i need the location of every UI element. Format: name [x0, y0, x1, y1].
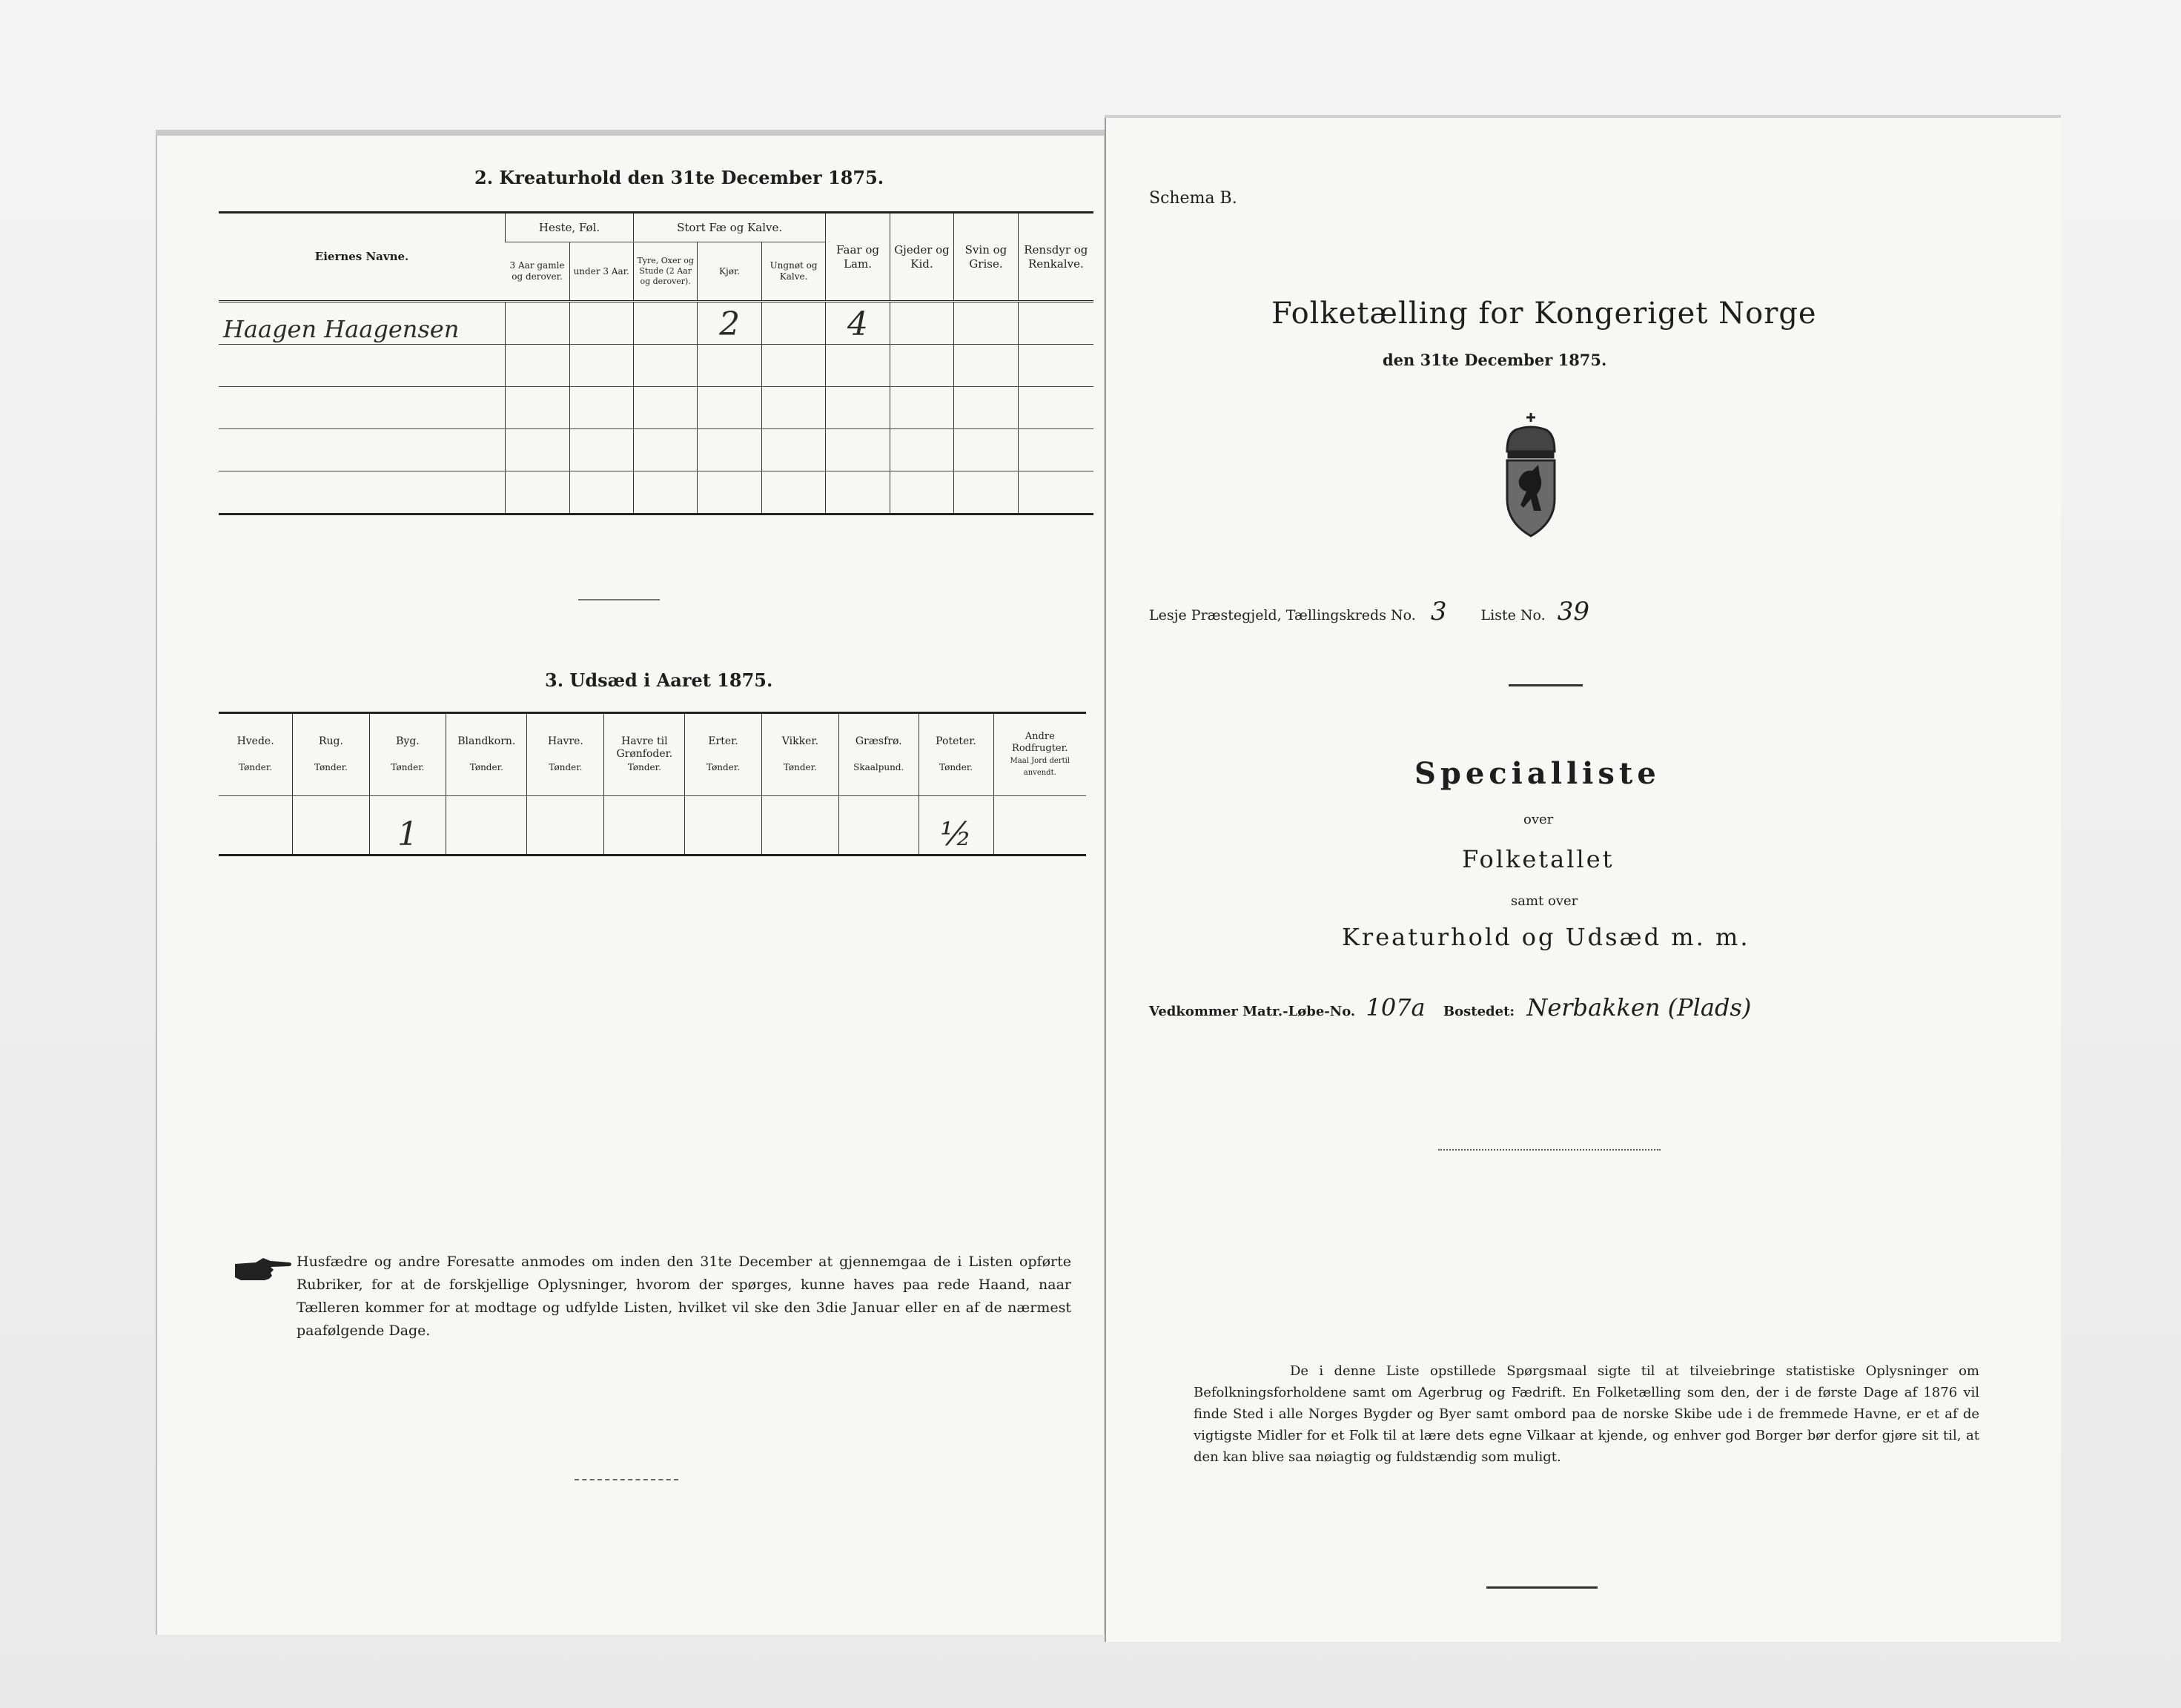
pigs-header: Svin og Grise.: [954, 213, 1018, 302]
seed-unit: Skaalpund.: [853, 761, 904, 772]
seed-header-erter: Erter.: [708, 735, 738, 747]
seed-unit: Tønder.: [783, 761, 817, 772]
horses-group-header: Heste, Føl.: [506, 213, 634, 242]
seed-header-hvede: Hvede.: [236, 735, 274, 747]
matr-value: 107a: [1366, 993, 1426, 1022]
section-divider: [1438, 1149, 1661, 1151]
livestock-seed-heading: Kreaturhold og Udsæd m. m.: [1342, 923, 1750, 951]
young-cattle-header: Ungnøt og Kalve.: [761, 242, 825, 302]
cows-header: Kjør.: [698, 242, 761, 302]
table-row: [219, 387, 1093, 429]
seed-title: 3. Udsæd i Aaret 1875.: [545, 669, 773, 691]
parish-label: Lesje Præstegjeld, Tællingskreds No.: [1149, 607, 1416, 623]
cows-cell: 2: [698, 302, 761, 345]
poteter-cell: ½: [919, 796, 993, 855]
cattle-group-header: Stort Fæ og Kalve.: [633, 213, 825, 242]
table-row: [219, 796, 1086, 855]
seed-header-havre: Havre.: [547, 735, 583, 747]
section-divider: [1509, 684, 1583, 686]
seed-table: [219, 712, 1086, 856]
reindeer-header: Rensdyr og Renkalve.: [1018, 213, 1093, 302]
owner-name-cell: Haagen Haagensen: [219, 302, 506, 345]
population-heading: Folketallet: [1462, 845, 1615, 873]
list-label: Liste No.: [1480, 607, 1546, 623]
census-date: den 31te December 1875.: [1383, 351, 1607, 369]
horses-young-header: under 3 Aar.: [569, 242, 633, 302]
left-page: [156, 130, 1105, 1635]
seed-header-rug: Rug.: [318, 735, 343, 747]
seed-header-byg: Byg.: [396, 735, 420, 747]
seed-unit: Tønder.: [314, 761, 348, 772]
seed-header-grasfro: Græsfrø.: [855, 735, 902, 747]
table-row: [219, 429, 1093, 471]
section-divider: [578, 599, 660, 600]
seed-header-blandkorn: Blandkorn.: [457, 735, 516, 747]
horses-old-header: 3 Aar gamle og derover.: [509, 260, 565, 282]
list-number: 39: [1557, 597, 1589, 626]
owner-name-header: Eiernes Navne.: [314, 250, 409, 264]
seed-unit: Tønder.: [549, 761, 583, 772]
livestock-title: 2. Kreaturhold den 31te December 1875.: [474, 167, 884, 188]
bottom-divider: [575, 1479, 678, 1480]
seed-header-row: [219, 713, 1086, 796]
byg-cell: 1: [369, 796, 446, 855]
sheep-cell: 4: [826, 302, 890, 345]
schema-label: Schema B.: [1149, 189, 1237, 208]
seed-header-andre: Andre Rodfrugter.: [1012, 730, 1068, 754]
seed-header-vikker: Vikker.: [781, 735, 818, 747]
samt-over-text: samt over: [1511, 893, 1578, 909]
seed-unit: Tønder.: [239, 761, 273, 772]
parish-line: [1149, 597, 1589, 626]
bottom-divider: [1486, 1586, 1598, 1589]
notice-text: Husfædre og andre Foresatte anmodes om inden den 31te December at gjennemgaa de i Listen opførte Rubriker, for at de forskjellige Oplysninger, hvorom der spørges, kunne haves paa rede Haand, naar Tælleren kommer for at modtage og udfylde Listen, hvilket vil ske den 3die Januar eller en af de nærmest paafølgende Dage.: [297, 1254, 1071, 1339]
seed-unit: Maal Jord dertil anvendt.: [1010, 757, 1070, 778]
special-list-title: Specialliste: [1414, 756, 1661, 791]
seed-unit: Tønder.: [706, 761, 741, 772]
bulls-header: Tyre, Oxer og Stude (2 Aar og derover).: [633, 242, 697, 302]
seed-unit: Tønder.: [391, 761, 425, 772]
bosted-label: Bostedet:: [1443, 1004, 1515, 1019]
matr-label: Vedkommer Matr.-Løbe-No.: [1149, 1004, 1356, 1019]
pointing-hand-icon: [234, 1257, 293, 1283]
sheep-header: Faar og Lam.: [826, 213, 890, 302]
over-text: over: [1523, 812, 1554, 827]
district-number: 3: [1430, 597, 1447, 626]
seed-unit: Tønder.: [939, 761, 973, 772]
livestock-table: [219, 211, 1093, 515]
right-page: [1105, 115, 2061, 1642]
goats-header: Gjeder og Kid.: [890, 213, 953, 302]
main-title: Folketælling for Kongeriget Norge: [1271, 297, 1817, 331]
seed-header-havre-gronfoder: Havre til Grønfoder.: [616, 735, 673, 761]
bosted-value: Nerbakken (Plads): [1526, 993, 1752, 1022]
seed-unit: Tønder.: [627, 761, 661, 772]
table-row: [219, 345, 1093, 387]
property-line: [1149, 993, 1751, 1022]
table-row: [219, 302, 1093, 345]
coat-of-arms-icon: [1501, 411, 1561, 537]
intro-text: De i denne Liste opstillede Spørgsmaal sigte til at tilveiebringe statistiske Oplysninger om Befolkningsforholdene samt om Agerbrug og Fædrift. En Folketælling som den, der i de første Dage af 1876 vil finde Sted i alle Norges Bygder og Byer samt ombord paa de norske Skibe ude i de fremmede Havne, er et af de vigtigste Midler for et Folk til at lære dets egne Vilkaar at kjende, og enhver god Borger bør derfor gjøre sit til, at den kan blive saa nøiagtig og fuldstændig som muligt.: [1194, 1363, 1979, 1465]
table-row: [219, 471, 1093, 514]
seed-unit: Tønder.: [469, 761, 503, 772]
seed-header-poteter: Poteter.: [936, 735, 976, 747]
